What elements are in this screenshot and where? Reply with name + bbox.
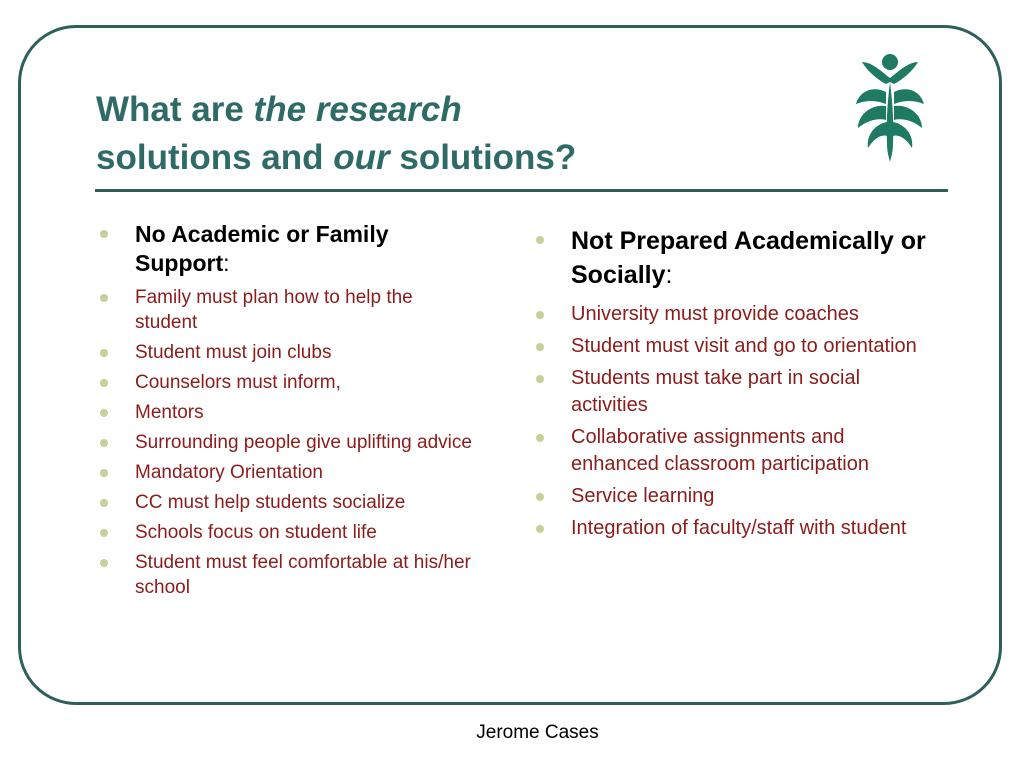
bullet-dot-icon: [100, 469, 108, 477]
list-item-text: Students must take part in social activities: [571, 367, 861, 416]
slide-title: [96, 86, 576, 182]
slide-footer: Jerome Cases: [476, 722, 599, 743]
list-item-text: Counselors must inform,: [135, 372, 341, 393]
list-item-text: Integration of faculty/staff with student: [571, 517, 907, 539]
list-item: [100, 400, 480, 425]
list-item: [100, 460, 480, 485]
bullet-dot-icon: [100, 439, 108, 447]
title-part-3: solutions and: [96, 138, 334, 177]
title-divider: [95, 189, 948, 192]
leaf-logo-icon: [852, 48, 928, 164]
list-item-text: Mandatory Orientation: [135, 462, 323, 483]
right-heading: [536, 224, 936, 292]
list-item-text: University must provide coaches: [571, 303, 859, 325]
bullet-dot-icon: [536, 311, 544, 319]
bullet-dot-icon: [536, 525, 544, 533]
bullet-dot-icon: [536, 375, 544, 383]
bullet-dot-icon: [536, 343, 544, 351]
list-item: [100, 550, 480, 600]
list-item-text: Surrounding people give uplifting advice: [135, 432, 472, 453]
list-item-text: Student must feel comfortable at his/her school: [135, 552, 471, 598]
bullet-dot-icon: [100, 349, 108, 357]
list-item: [100, 490, 480, 515]
list-item: [536, 365, 936, 419]
list-item-text: Student must visit and go to orientation: [571, 335, 917, 357]
list-item: [536, 333, 936, 360]
left-heading-colon: :: [223, 250, 230, 276]
list-item: [100, 340, 480, 365]
list-item-text: Collaborative assignments and enhanced classroom participation: [571, 426, 869, 475]
list-item: [100, 370, 480, 395]
list-item: [100, 520, 480, 545]
bullet-dot-icon: [536, 434, 544, 442]
bullet-dot-icon: [100, 379, 108, 387]
title-emphasis-2: our: [333, 138, 390, 177]
list-item: [100, 430, 480, 455]
right-heading-colon: :: [665, 261, 673, 289]
list-item-text: Schools focus on student life: [135, 522, 377, 543]
left-column: [100, 220, 480, 605]
title-emphasis-1: the research: [253, 90, 462, 129]
bullet-dot-icon: [100, 409, 108, 417]
bullet-dot-icon: [100, 529, 108, 537]
title-part-5: solutions?: [389, 138, 577, 177]
list-item: [536, 301, 936, 328]
list-item-text: Mentors: [135, 402, 204, 423]
bullet-dot-icon: [100, 559, 108, 567]
list-item-text: CC must help students socialize: [135, 492, 406, 513]
list-item: [100, 285, 480, 335]
bullet-dot-icon: [536, 493, 544, 501]
list-item-text: Student must join clubs: [135, 342, 332, 363]
list-item: [536, 515, 936, 542]
left-heading: [100, 220, 480, 278]
bullet-dot-icon: [100, 230, 108, 238]
bullet-dot-icon: [536, 236, 544, 244]
list-item: [536, 483, 936, 510]
title-part-1: What are: [96, 90, 254, 129]
bullet-dot-icon: [100, 499, 108, 507]
right-column: [536, 224, 936, 547]
bullet-dot-icon: [100, 294, 108, 302]
list-item-text: Service learning: [571, 485, 715, 507]
left-heading-text: No Academic or Family Support: [135, 221, 389, 276]
list-item: [536, 424, 936, 478]
right-heading-text: Not Prepared Academically or Socially: [571, 227, 926, 289]
list-item-text: Family must plan how to help the student: [135, 287, 413, 333]
